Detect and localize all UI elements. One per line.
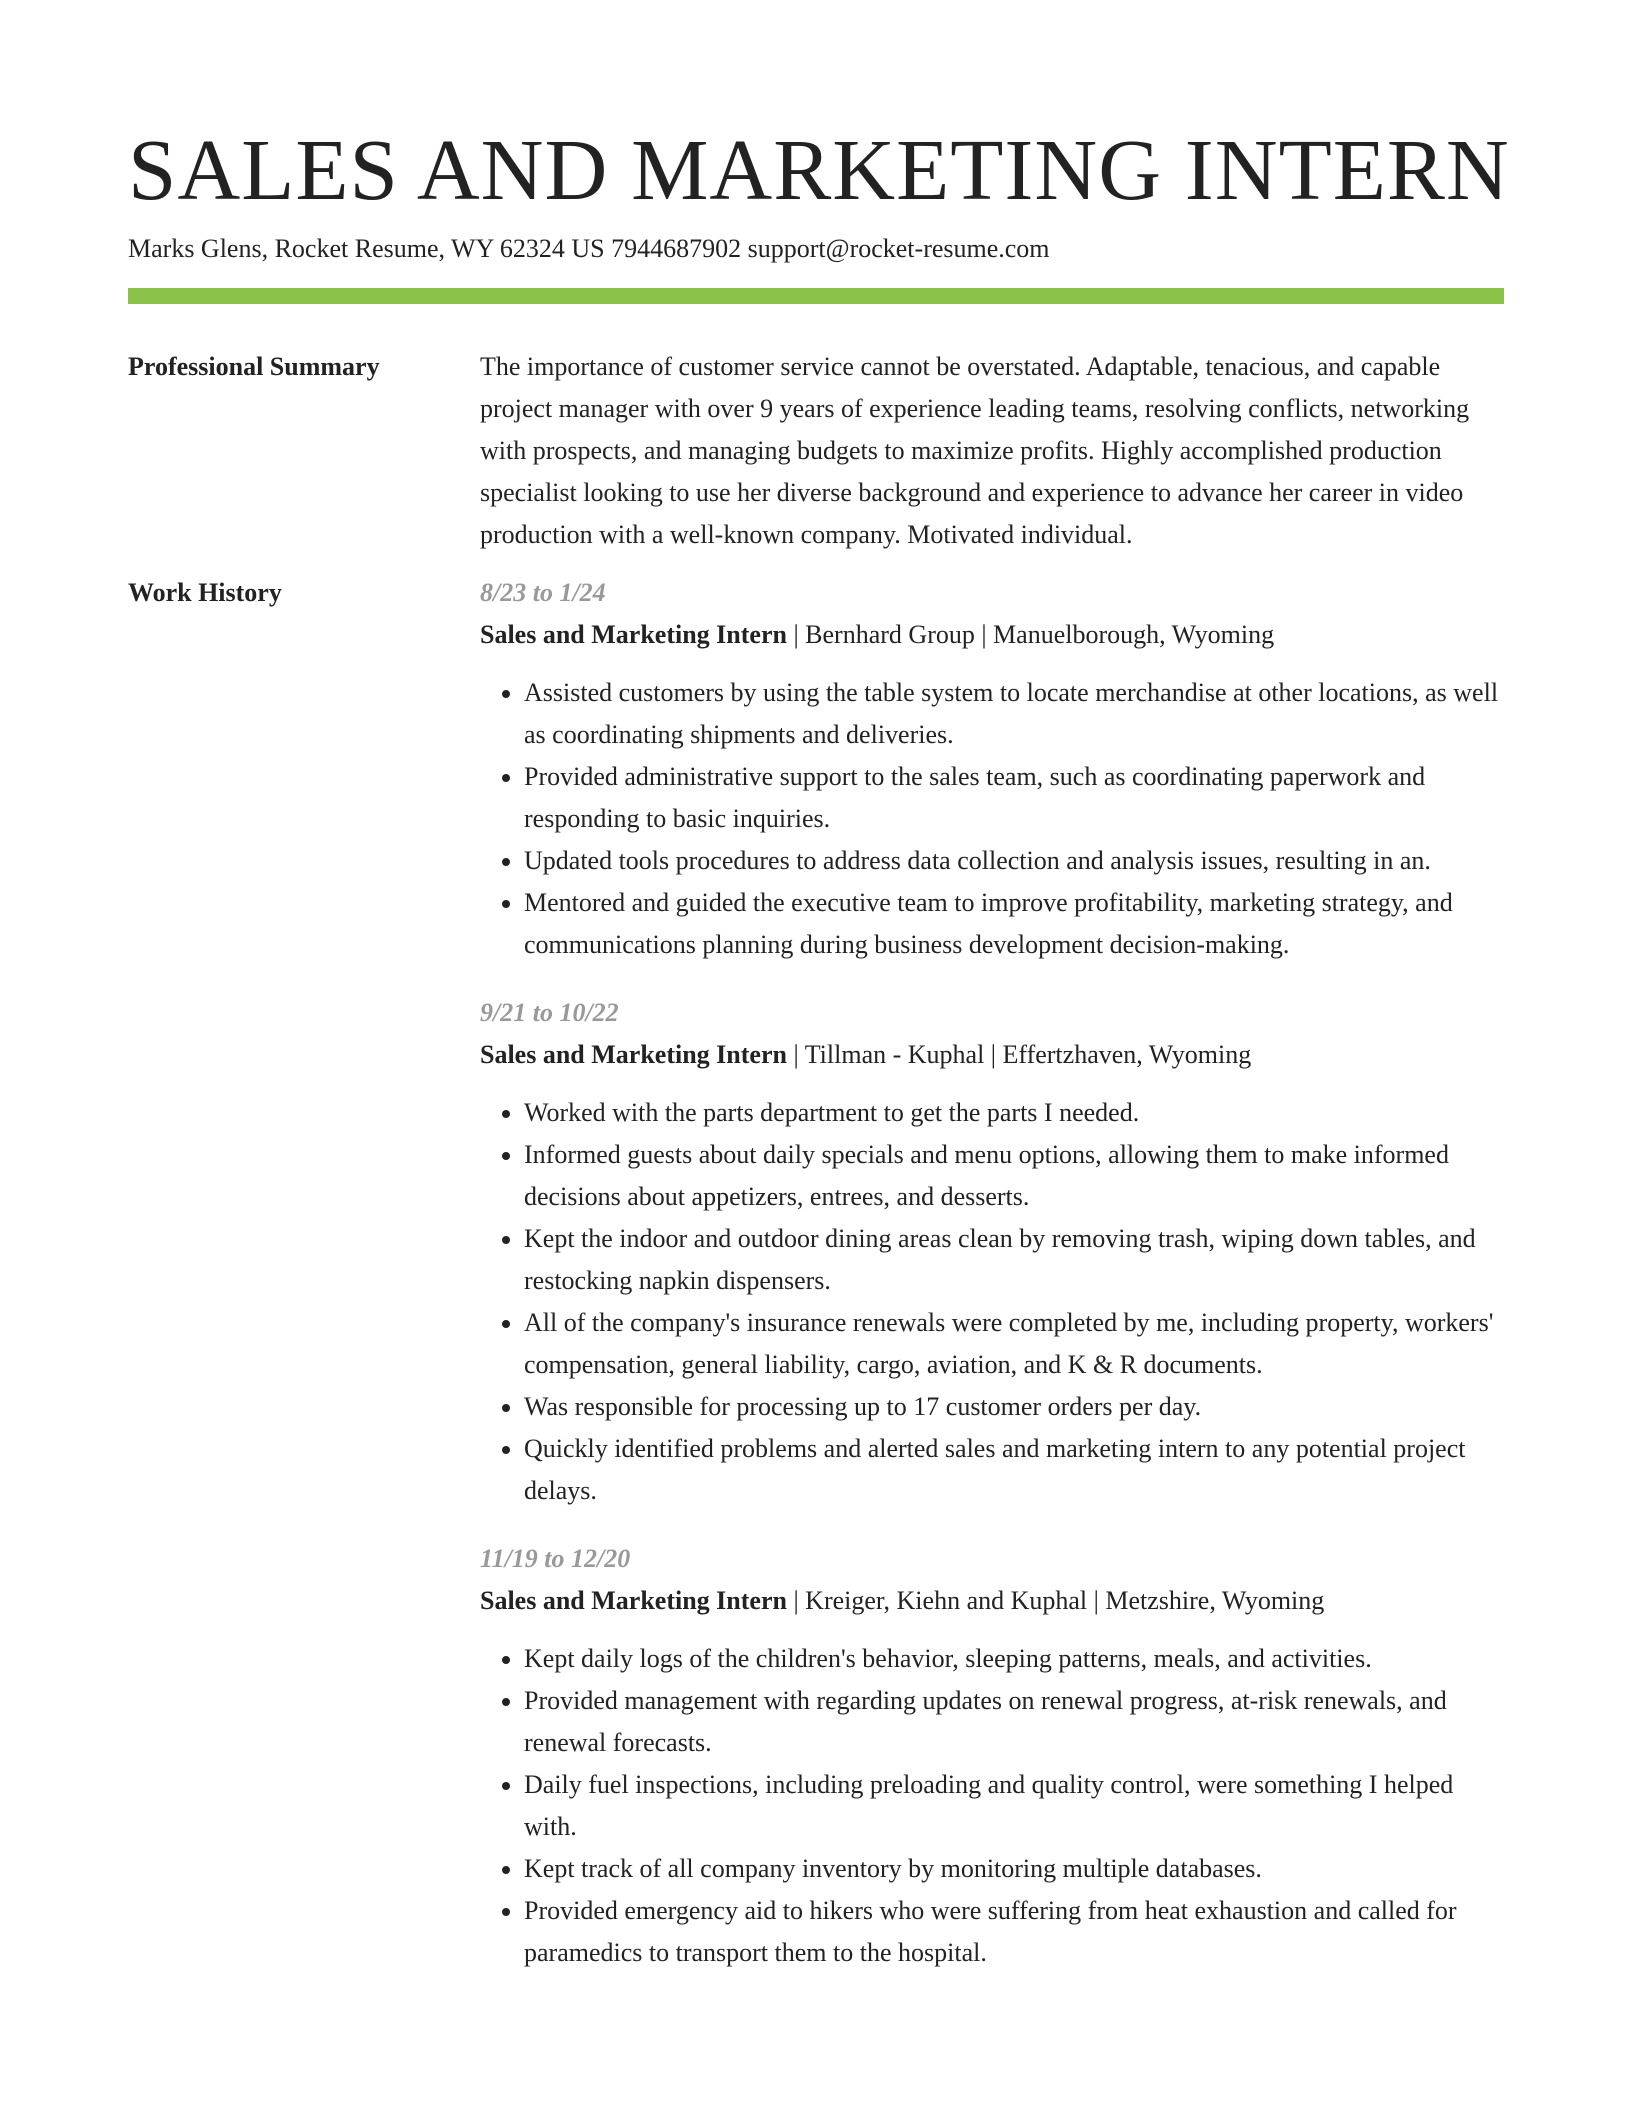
job-title: Sales and Marketing Intern xyxy=(480,1586,787,1615)
job-bullet: • Mentored and guided the executive team to improve profitability, marketing strategy, and communications planning during business development decision-making. xyxy=(524,882,1504,966)
job-bullet: • Quickly identified problems and alerted sales and marketing intern to any potential project delays. xyxy=(524,1428,1504,1512)
work-history-heading: Work History xyxy=(128,578,282,607)
job-bullet: • Provided emergency aid to hikers who were suffering from heat exhaustion and called for paramedics to transport them to the hospital. xyxy=(524,1890,1504,1974)
work-history-body xyxy=(480,576,1504,2004)
job-entry xyxy=(480,992,1504,1512)
job-bullets xyxy=(480,1092,1504,1512)
job-bullets xyxy=(480,1638,1504,1974)
work-history-section xyxy=(128,576,1504,2004)
job-bullet: • Kept daily logs of the children's behavior, sleeping patterns, meals, and activities. xyxy=(524,1638,1504,1680)
job-bullet: • Daily fuel inspections, including preloading and quality control, were something I helped with. xyxy=(524,1764,1504,1848)
job-dates: 11/19 to 12/20 xyxy=(480,1544,631,1573)
job-entry xyxy=(480,1538,1504,1974)
job-title: Sales and Marketing Intern xyxy=(480,1040,787,1069)
job-bullet: • Updated tools procedures to address data collection and analysis issues, resulting in an. xyxy=(524,840,1504,882)
job-bullet: • Worked with the parts department to get the parts I needed. xyxy=(524,1092,1504,1134)
job-bullet: • Provided administrative support to the sales team, such as coordinating paperwork and responding to basic inquiries. xyxy=(524,756,1504,840)
job-bullet: • Kept track of all company inventory by monitoring multiple databases. xyxy=(524,1848,1504,1890)
job-bullet: • Provided management with regarding updates on renewal progress, at-risk renewals, and renewal forecasts. xyxy=(524,1680,1504,1764)
job-details: | Kreiger, Kiehn and Kuphal | Metzshire, Wyoming xyxy=(786,1586,1325,1615)
job-bullet: • Assisted customers by using the table system to locate merchandise at other locations, as well as coordinating shipments and deliveries. xyxy=(524,672,1504,756)
contact-line xyxy=(128,232,1504,266)
job-details: | Bernhard Group | Manuelborough, Wyoming xyxy=(786,620,1275,649)
summary-text: The importance of customer service cannot be overstated. Adaptable, tenacious, and capable project manager with over 9 years of experience leading teams, resolving conflicts, networking with prospects, and managing budgets to maximize profits. Highly accomplished production specialist looking to use her diverse background and experience to advance her career in video production with a well-known company. Motivated individual. xyxy=(480,352,1470,549)
job-bullets xyxy=(480,672,1504,966)
job-heading xyxy=(480,1034,1504,1076)
contact-phone: 7944687902 xyxy=(611,234,742,263)
job-title: Sales and Marketing Intern xyxy=(480,620,787,649)
job-bullet: • Kept the indoor and outdoor dining areas clean by removing trash, wiping down tables, and restocking napkin dispensers. xyxy=(524,1218,1504,1302)
header-divider xyxy=(128,288,1504,304)
summary-heading: Professional Summary xyxy=(128,352,380,381)
job-bullet: • Informed guests about daily specials and menu options, allowing them to make informed decisions about appetizers, entrees, and desserts. xyxy=(524,1134,1504,1218)
resume-page xyxy=(128,120,1510,2004)
job-details: | Tillman - Kuphal | Effertzhaven, Wyoming xyxy=(786,1040,1252,1069)
job-heading xyxy=(480,614,1504,656)
summary-body xyxy=(480,350,1504,556)
job-heading xyxy=(480,1580,1504,1622)
contact-email: support@rocket-resume.com xyxy=(747,234,1050,263)
job-dates: 8/23 to 1/24 xyxy=(480,578,606,607)
job-entry xyxy=(480,572,1504,966)
summary-section xyxy=(128,350,1504,556)
job-bullet: • All of the company's insurance renewals were completed by me, including property, workers' compensation, general liability, cargo, aviation, and K & R documents. xyxy=(524,1302,1504,1386)
job-dates: 9/21 to 10/22 xyxy=(480,998,619,1027)
job-bullet: • Was responsible for processing up to 17 customer orders per day. xyxy=(524,1386,1504,1428)
resume-title: SALES AND MARKETING INTERN xyxy=(128,121,1510,218)
contact-address: Marks Glens, Rocket Resume, WY 62324 US xyxy=(128,234,605,263)
